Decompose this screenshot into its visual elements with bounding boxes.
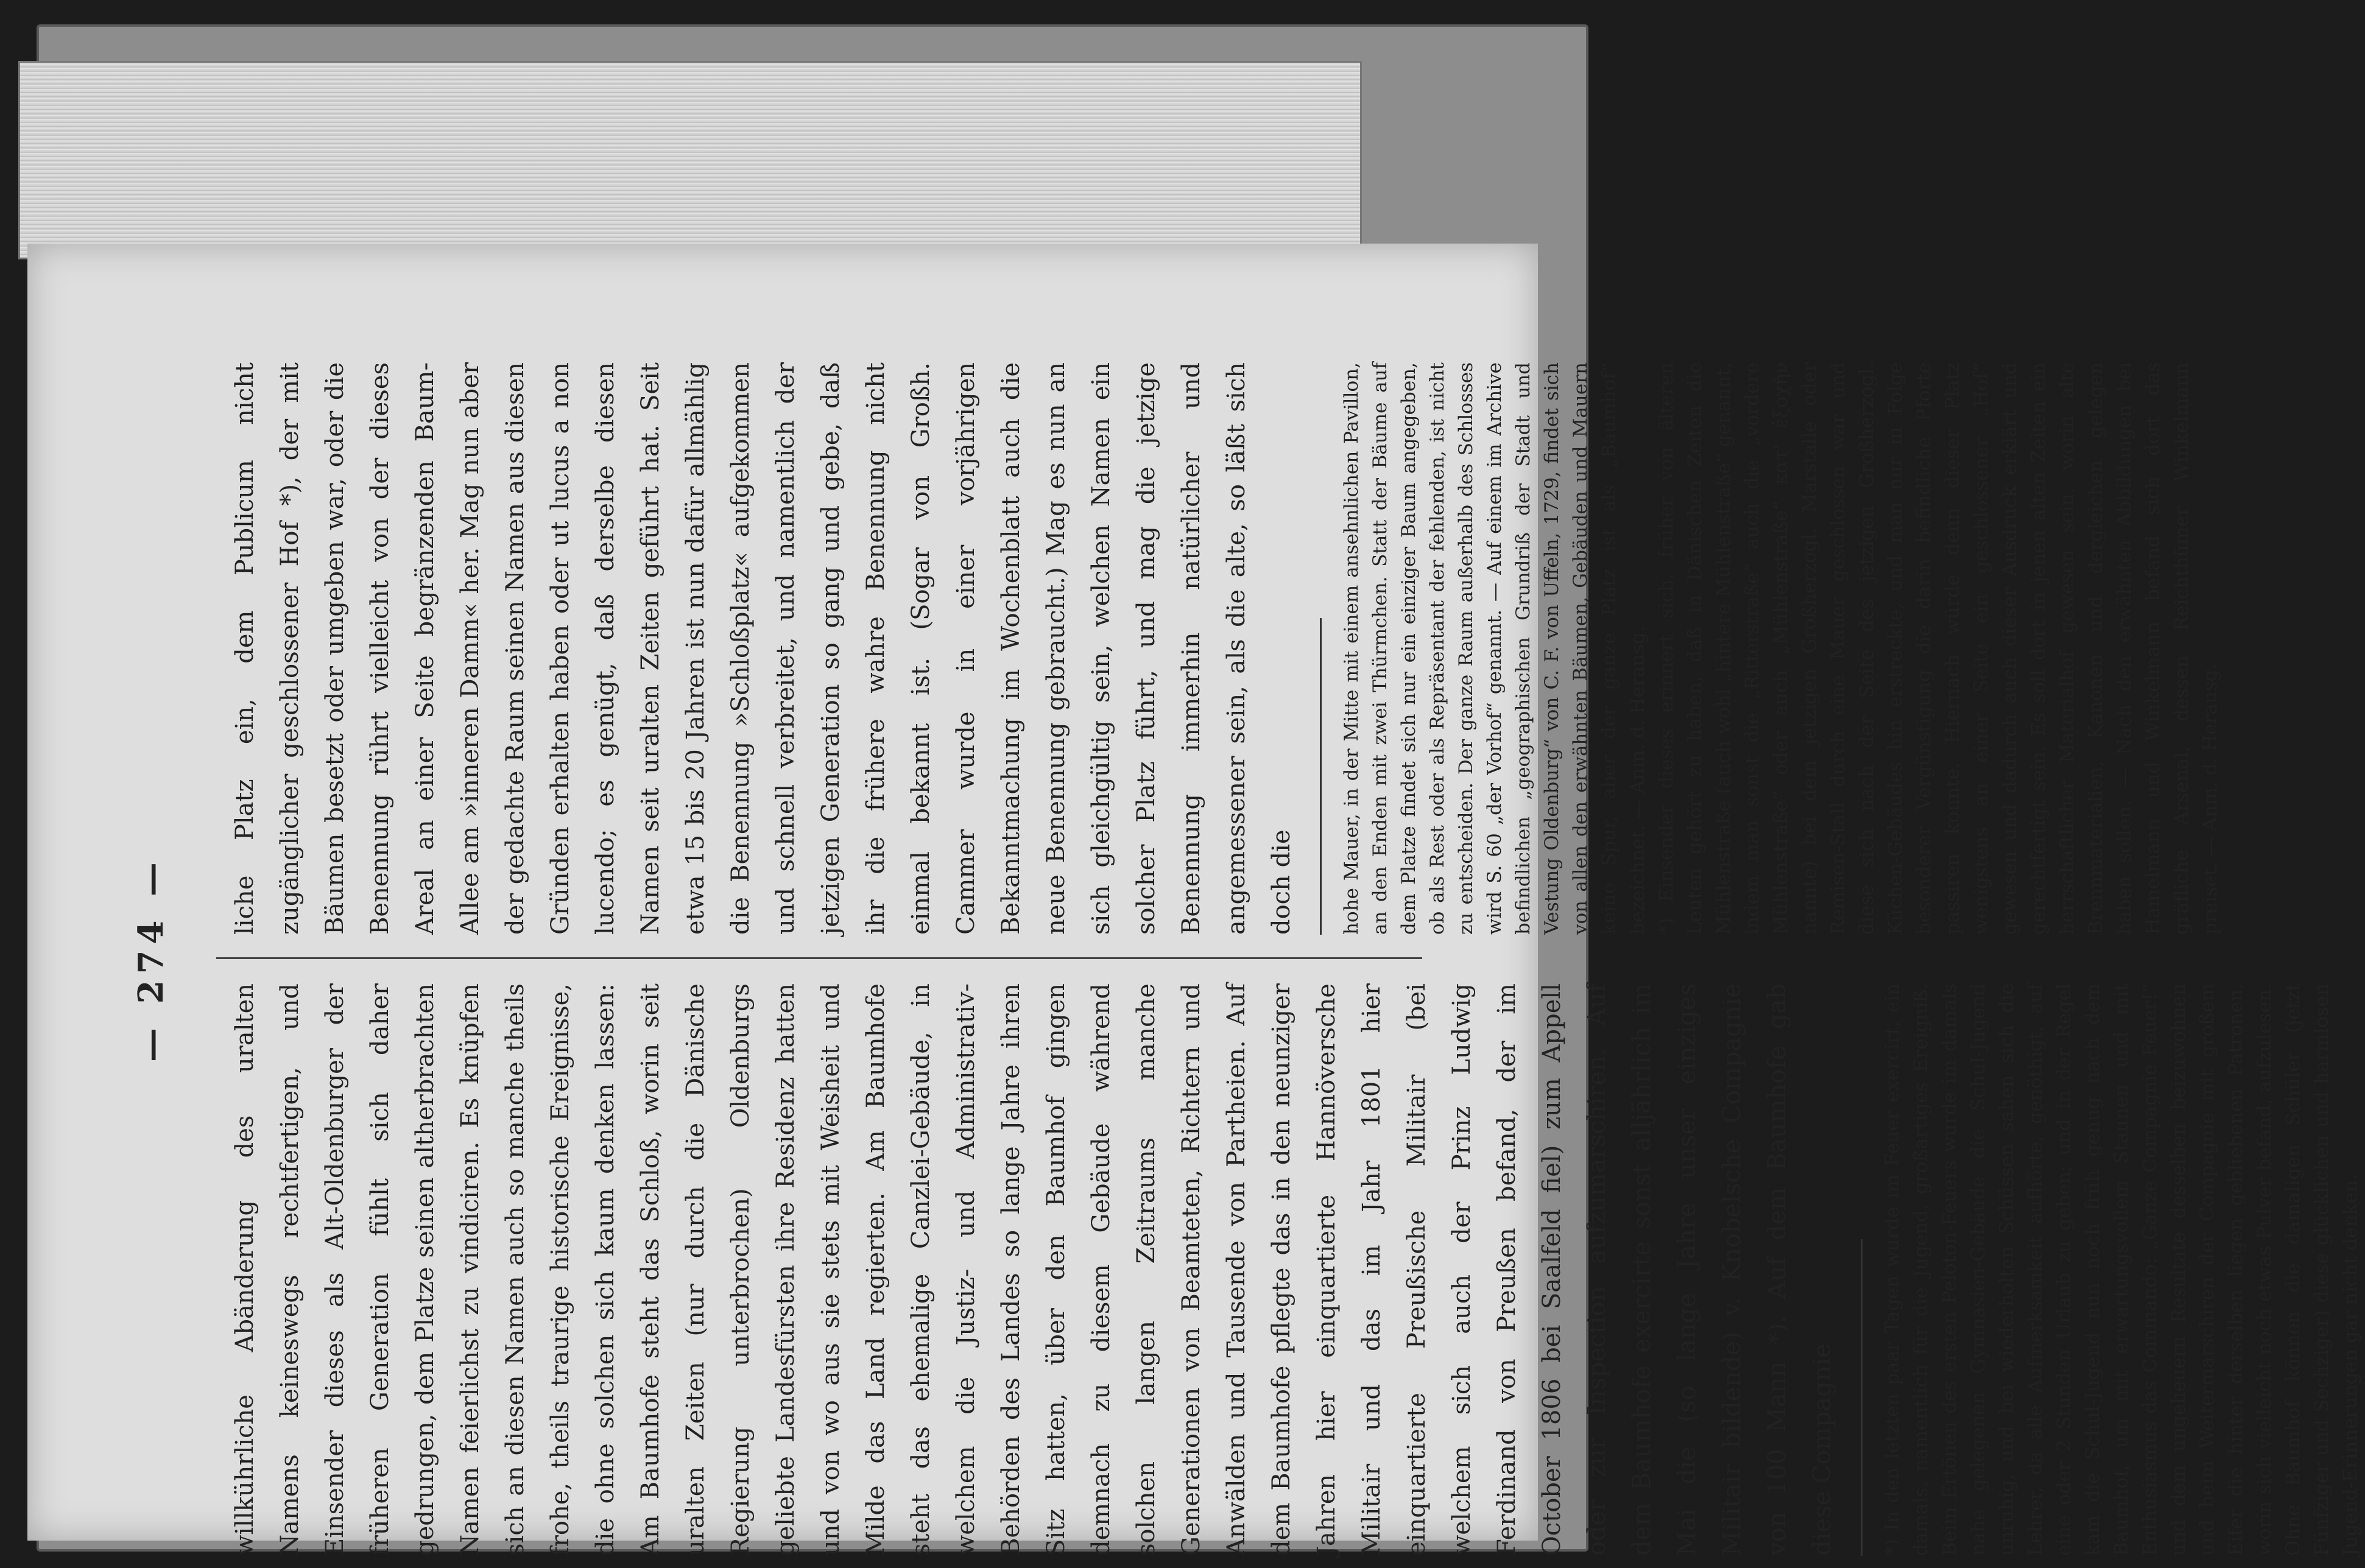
right-column-footnote-1: hohe Mauer, in der Mitte mit einem ansehnlichen Pavillon, an den Enden mit zwei Thürmchen. Statt der Bäume auf dem Platze findet sich nur ein einziger Baum angegeben, ob als Rest oder als Repräsentant der fehlenden, ist nicht zu entscheiden. Der ganze Raum außerhalb des Schlosses wird S. 60 „der Vorhof“ genannt. — Auf einem im Archive befindlichen „geographischen Grundriß der Stadt und Vestung Oldenburg“ von C. F. von Uffeln, 1729, findet sich von allen den erwähnten Bäumen, Gebäuden und Mauern keine Spur, aber der ganze Platz ist als „Baumhof“ bezeichnet. — Anm. d. Herausg. (1341, 362, 1649, 935)
rotated-page-content (131, 350, 2361, 1568)
page-number: — 274 — (131, 856, 171, 1062)
left-column-footnote: *) In den letzten paar Tagen wurde im Feuer exercirt, ein damals, namentlich für die Jugend, großartiges Ereigniß. Beim Ertönen des ersten Peloton-Feuers wurde im damals nahe gelegenen Gymnasien-Gebäude die Schul-Jugend unruhig, und bei wiederholten Schüssen sahen sich die Lehrer, da alle Aufmerksamkeit aufhörte, genöthigt, auf eine oder 2 Stunden Urlaub zu geben; und in der Regel kam die Schul-Jugend nun noch früh genug nach dem Baumhof, um mit erwartungsvollem Staunen und mit Enthusiasmus das Commando: „Ganze Compagnie Feuer!“ und dem ungeheuern Resultate desselben beizuwohnen und beim Weitermarschiren der Compagnie mit großem Eifer die hinter derselben liegen gebliebenen Patronen, worin sich vielleicht noch etwas Pulver befand, aufzulesen. Ohne Baumhof können die damaligen Schüler (jetzt Fünfziger und Sechziger) diese glücklichen und harmlosen Jugend-Erinnerungen gar nicht denken. (1881, 983, 2361, 1556)
footnote-rule (1320, 618, 1322, 935)
footnote-rule (1861, 1239, 1863, 1556)
right-column-body: liche Platz ein, dem Publicum nicht zugänglicher geschlossener Hof *), der mit Bäumen besetzt oder umgeben war, oder die Benennung rührt vielleicht von der dieses Areal an einer Seite begränzenden Baum-Allee am »inneren Damm« her. Mag nun aber der gedachte Raum seinen Namen aus diesen Gründen erhalten haben oder ut lucus a non lucendo; es genügt, daß derselbe diesen Namen seit uralten Zeiten geführt hat. Seit etwa 15 bis 20 Jahren ist nun dafür allmählig die Benennung »Schloßplatz« aufgekommen und schnell verbreitet, und namentlich der jetzigen Generation so gang und gebe, daß ihr die frühere wahre Benennung nicht einmal bekannt ist. (Sogar von Großh. Cammer wurde in einer vorjährigen Bekanntmachung im Wochenblatt auch die neue Benennung gebraucht.) Mag es nun an sich gleichgültig sein, welchen Namen ein solcher Platz führt, und mag die jetzige Benennung immerhin natürlicher und angemessener sein, als die alte, so läßt sich doch die (231, 362, 1295, 935)
left-column (222, 983, 2365, 1556)
book-page (27, 244, 2361, 1556)
right-column-footnote-2: *) Einsender dieses erinnert sich, früher von älteren Leuten gehört zu haben, daß in Dänischen Zeiten die Mühlenstraße (auch wohl „hintere Mühlenstraße“ genannt, indem man sonst die „Ritterstraße“ auch die „vordere Mühlenstraße“ oder auch „Mühlenstraße“ κατ’ ἐξοχὴν nannte) bei dem jetzigen Großherzogl. Marstalle oder Remisen-Stall durch eine Mauer geschlossen war und diese sich nach der Seite des jetzigen Großherzogl. Küchen-Gebäudes hin erstreckte, und man nur in Folge besonderer Vergünstigung die darin befindliche Pforte passiren konnte. Hiernach würde denn dieser Platz wenigstens an einer Seite ein geschlossener „Hof“ gewesen und dadurch auch dieser Ausdruck erklärt und gerechtfertigt sein. Es soll dort in jenen alten Zeiten ein herrschaftlicher Materialhof gewesen sein, worin alte Brennmaterialien, Kanonen und dergleichen gelegen haben sollen. — Nach den erwähnten Abbildungen bei Hamelmann und Winkelmann befand sich dort das gräfliche Arsenal, dessen Reichthümer Winkelmann preiset. — Anm. d. Herausg. (1655, 362, 2221, 935)
right-column (222, 362, 2225, 935)
column-divider (216, 957, 1422, 959)
left-column-body: willkührliche Abänderung des uralten Namens keineswegs rechtfertigen, und Einsender dieses als Alt-Oldenburger der früheren Generation fühlt sich daher gedrungen, dem Platze seinen altherbrachten Namen feierlichst zu vindiciren. Es knüpfen sich an diesen Namen auch so manche theils frohe, theils traurige historische Ereignisse, die ohne solchen sich kaum denken lassen: Am Baumhofe steht das Schloß, worin seit uralten Zeiten (nur durch die Dänische Regierung unterbrochen) Oldenburgs geliebte Landesfürsten ihre Residenz hatten und von wo aus sie stets mit Weisheit und Milde das Land regierten. Am Baumhofe steht das ehemalige Canzlei-Gebäude, in welchem die Justiz- und Administrativ-Behörden des Landes so lange Jahre ihren Sitz hatten, über den Baumhof gingen demnach zu diesem Gebäude während solchen langen Zeitraums manche Generationen von Beamteten, Richtern und Anwälden und Tausende von Partheien. Auf dem Baumhofe pflegte das in den neunziger Jahren hier einquartierte Hannöversche Militair und das im Jahr 1801 hier einquartierte Preußische Militair (bei welchem sich auch der Prinz Ludwig Ferdinand von Preußen befand, der im October 1806 bei Saalfeld fiel) zum Appell oder zur Inspection aufzumarschiren. Auf dem Baumhofe exercirte sonst alljährlich im Mai die (so lange Jahre unser einziges Militair bildende) v. Knobelsche Compagnie von 100 Mann *). Auf dem Baumhofe gab diese Compagnie (231, 983, 1836, 1556)
page-edges (18, 61, 1362, 259)
